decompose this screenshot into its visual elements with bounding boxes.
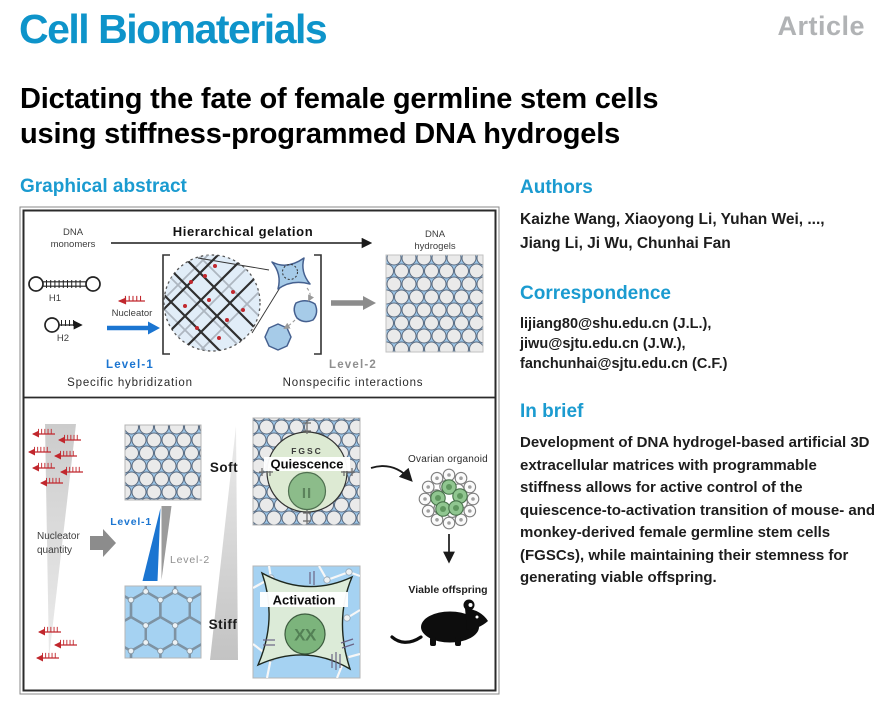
ovarian-organoid-label: Ovarian organoid bbox=[408, 454, 488, 465]
soft-hydrogel-swatch bbox=[125, 425, 201, 500]
email-link-1[interactable]: lijiang80@shu.edu.cn (J.L.), bbox=[520, 316, 712, 332]
quiescence-label: Quiescence bbox=[270, 456, 344, 472]
journal-logo: Cell Biomaterials bbox=[19, 6, 327, 52]
dna-hydrogel-swatch bbox=[386, 255, 483, 352]
email-link-2[interactable]: jiwu@sjtu.edu.cn (J.W.), bbox=[520, 336, 686, 352]
dna-hydrogels-label-2: hydrogels bbox=[414, 241, 456, 252]
soft-label: Soft bbox=[209, 460, 239, 475]
article-type-label: Article bbox=[777, 11, 865, 41]
level2-label-bottom: Level-2 bbox=[170, 554, 211, 566]
activation-label: Activation bbox=[272, 592, 336, 608]
stiff-label: Stiff bbox=[208, 617, 238, 632]
correspondence-emails bbox=[520, 314, 880, 374]
h1-label: H1 bbox=[48, 293, 62, 304]
graphical-abstract-heading: Graphical abstract bbox=[20, 176, 187, 197]
level1-label-bottom: Level-1 bbox=[110, 516, 152, 528]
graphical-abstract-figure bbox=[19, 206, 500, 695]
h2-label: H2 bbox=[56, 333, 70, 344]
level2-label-top: Level-2 bbox=[328, 359, 378, 371]
dna-hydrogels-label-1: DNA bbox=[424, 229, 446, 240]
in-brief-text: Development of DNA hydrogel-based artificial 3D extracellular matrices with programmable stiffness allows for active control of the quiescence-to-activation transition of mouse- and monkey-derived female germline stem cells (FGSCs), while maintaining their stemness for generating viable offspring. bbox=[520, 434, 876, 586]
graphical-abstract-svg bbox=[19, 206, 500, 695]
active-nucleus-symbol: XX bbox=[294, 625, 316, 645]
level1-label-top: Level-1 bbox=[105, 359, 155, 371]
correspondence-heading: Correspondence bbox=[520, 283, 671, 304]
summary-column bbox=[520, 177, 880, 590]
authors-heading: Authors bbox=[520, 177, 593, 198]
paper-title-line2: using stiffness-programmed DNA hydrogels bbox=[20, 118, 621, 150]
email-link-3[interactable]: fanchunhai@sjtu.edu.cn (C.F.) bbox=[520, 356, 728, 372]
dna-monomers-label-1: DNA bbox=[62, 227, 84, 238]
nucleator-quantity-label-2: quantity bbox=[37, 545, 73, 556]
author-list-line1: Kaizhe Wang, Xiaoyong Li, Yuhan Wei, ..., bbox=[520, 211, 825, 228]
author-list-line2: Jiang Li, Ji Wu, Chunhai Fan bbox=[520, 235, 731, 252]
hierarchical-gelation-title: Hierarchical gelation bbox=[172, 224, 314, 239]
nucleator-label: Nucleator bbox=[111, 308, 153, 319]
nucleator-quantity-label-1: Nucleator bbox=[37, 531, 80, 542]
fgsc-label: FGSC bbox=[291, 446, 323, 456]
quiescent-nucleus-symbol: II bbox=[301, 485, 313, 502]
viable-offspring-label: Viable offspring bbox=[408, 584, 488, 596]
level1-caption: Specific hybridization bbox=[67, 377, 193, 389]
author-list bbox=[520, 208, 880, 256]
paper-title-line1: Dictating the fate of female germline stem cells bbox=[20, 83, 659, 115]
dna-monomers-label-2: monomers bbox=[50, 239, 96, 250]
paper-title bbox=[20, 82, 820, 152]
in-brief-heading: In brief bbox=[520, 401, 584, 422]
level2-caption: Nonspecific interactions bbox=[282, 377, 424, 389]
